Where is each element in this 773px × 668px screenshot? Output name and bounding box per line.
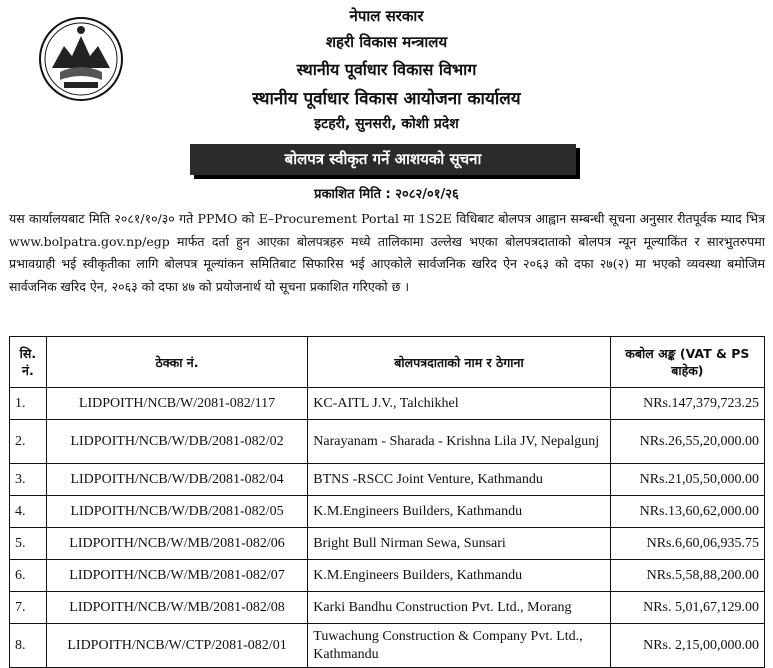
bidder-cell: Tuwachung Construction & Company Pvt. Ltd., Kathmandu [308,624,610,668]
bidder-cell: Karki Bandhu Construction Pvt. Ltd., Morang [308,592,610,624]
table-row [10,560,765,592]
office-address: इटहरी, सुनसरी, कोशी प्रदेश [314,116,459,132]
published-date: प्रकाशित मिति : २०८२/०१/२६ [314,187,459,202]
table-row [10,420,765,464]
bidder-cell: Bright Bull Nirman Sewa, Sunsari [308,528,610,560]
notice-header [0,0,773,202]
table-row [10,496,765,528]
serial-cell: 2. [10,420,47,464]
table-row [10,464,765,496]
contract-cell: LIDPOITH/NCB/W/DB/2081-082/04 [46,464,308,496]
government-name: नेपाल सरकार [349,7,424,25]
contract-cell: LIDPOITH/NCB/W/2081-082/117 [46,388,308,420]
amount-cell: NRs.21,05,50,000.00 [610,464,764,496]
serial-cell: 4. [10,496,47,528]
amount-cell: NRs.147,379,723.25 [610,388,764,420]
amount-cell: NRs. 5,01,67,129.00 [610,592,764,624]
header-bidder: बोलपत्रदाताको नाम र ठेगाना [308,337,610,388]
amount-cell: NRs.26,55,20,000.00 [610,420,764,464]
bidder-cell: K.M.Engineers Builders, Kathmandu [308,496,610,528]
award-table [9,336,765,668]
serial-cell: 7. [10,592,47,624]
table-row [10,528,765,560]
notice-body-text: यस कार्यालयबाट मिति २०८१/१०/३० गते PPMO को E–Procurement Portal मा 1S2E विधिबाट बोलपत्र आह्वान सम्बन्धी सूचना अनुसार रीतपूर्वक म्याद भित्र www.bolpatra.gov.np/egp मार्फत दर्ता हुन आएका बोलपत्रहरु मध्ये तालिकामा उल्लेख भएका बोलपत्रदाताको बोलपत्र न्यून मूल्याकिंत र सारभुतरुपमा प्रभावग्राही भई स्वीकृतीका लागि बोलपत्र मूल्यांकन समितिबाट सिफारिस भई आएकोले सार्वजनिक खरिद ऐन २०६३ को दफा २७(२) मा भएको व्यवस्था बमोजिम सार्वजनिक खरिद ऐन, २०६३ को दफा ४७ को प्रयोजनार्थ यो सूचना प्रकाशित गरिएको छ । [9,211,765,294]
serial-cell: 1. [10,388,47,420]
table-row [10,624,765,668]
serial-cell: 5. [10,528,47,560]
serial-cell: 8. [10,624,47,668]
notice-title-banner: बोलपत्र स्वीकृत गर्ने आशयको सूचना [190,144,576,175]
amount-cell: NRs.6,60,06,935.75 [610,528,764,560]
contract-cell: LIDPOITH/NCB/W/MB/2081-082/08 [46,592,308,624]
amount-cell: NRs.5,58,88,200.00 [610,560,764,592]
table-row [10,388,765,420]
amount-cell: NRs.13,60,62,000.00 [610,496,764,528]
serial-cell: 6. [10,560,47,592]
contract-cell: LIDPOITH/NCB/W/DB/2081-082/05 [46,496,308,528]
bidder-cell: Narayanam - Sharada - Krishna Lila JV, Nepalgunj [308,420,610,464]
table-header-row [10,337,765,388]
ministry-name: शहरी विकास मन्त्रालय [325,33,448,51]
contract-cell: LIDPOITH/NCB/W/CTP/2081-082/01 [46,624,308,668]
serial-cell: 3. [10,464,47,496]
bidder-cell: KC-AITL J.V., Talchikhel [308,388,610,420]
header-amount: कबोल अङ्क (VAT & PS बाहेक) [610,337,764,388]
amount-cell: NRs. 2,15,00,000.00 [610,624,764,668]
contract-cell: LIDPOITH/NCB/W/MB/2081-082/07 [46,560,308,592]
office-name: स्थानीय पूर्वाधार विकास आयोजना कार्यालय [252,89,521,109]
bidder-cell: BTNS -RSCC Joint Venture, Kathmandu [308,464,610,496]
department-name: स्थानीय पूर्वाधार विकास विभाग [296,60,477,79]
bidder-cell: K.M.Engineers Builders, Kathmandu [308,560,610,592]
header-contract: ठेक्का नं. [46,337,308,388]
table-row [10,592,765,624]
contract-cell: LIDPOITH/NCB/W/MB/2081-082/06 [46,528,308,560]
contract-cell: LIDPOITH/NCB/W/DB/2081-082/02 [46,420,308,464]
header-serial: सि. नं. [10,337,47,388]
